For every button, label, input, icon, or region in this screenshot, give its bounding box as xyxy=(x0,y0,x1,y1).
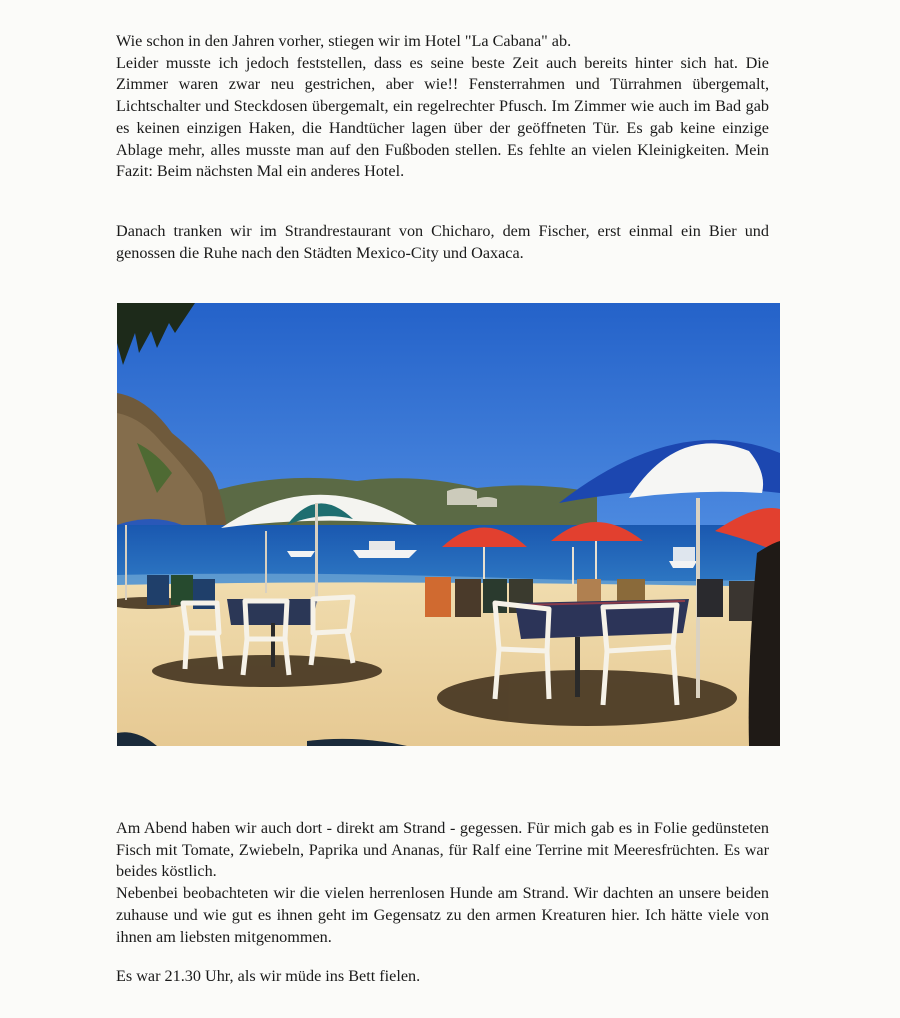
paragraph-bedtime: Es war 21.30 Uhr, als wir müde ins Bett fielen. xyxy=(116,967,421,985)
paragraph-dogs: Nebenbei beobachteten wir die vielen herrenlosen Hunde am Strand. Wir dachten an unsere beiden zuhause und wie gut es ihnen geht im Gegensatz zu den armen Kreaturen hier. Ich hätte viele von ihnen am liebsten mitgenommen. xyxy=(116,884,769,946)
text-section-end xyxy=(116,966,769,988)
paragraph-hotel-intro: Wie schon in den Jahren vorher, stiegen wir im Hotel "La Cabana" ab. xyxy=(116,32,572,50)
paragraph-beer: Danach tranken wir im Strandrestaurant von Chicharo, dem Fischer, erst einmal ein Bier und genossen die Ruhe nach den Städten Mexico-City und Oaxaca. xyxy=(116,222,769,262)
text-section-hotel xyxy=(116,31,769,183)
text-section-restaurant xyxy=(116,221,769,264)
paragraph-hotel-review: Leider musste ich jedoch feststellen, dass es seine beste Zeit auch bereits hinter sich hat. Die Zimmer waren zwar neu gestrichen, aber wie!! Fensterrahmen und Türrahmen übergemalt, Lichtschalter und Steckdosen übergemalt, ein regelrechter Pfusch. Im Zimmer wie auch im Bad gab es keinen einzigen Haken, die Handtücher lagen über der geöffneten Tür. Es gab keine einzige Ablage mehr, alles musste man auf den Fußboden stellen. Es fehlte an vielen Kleinigkeiten. Mein Fazit: Beim nächsten Mal ein anderes Hotel. xyxy=(116,53,769,181)
beach-photo xyxy=(117,303,780,746)
text-section-evening xyxy=(116,818,769,948)
paragraph-dinner: Am Abend haben wir auch dort - direkt am Strand - gegessen. Für mich gab es in Folie gedünsteten Fisch mit Tomate, Zwiebeln, Paprika und Ananas, für Ralf eine Terrine mit Meeresfrüchten. Es war beides köstlich. xyxy=(116,819,769,881)
